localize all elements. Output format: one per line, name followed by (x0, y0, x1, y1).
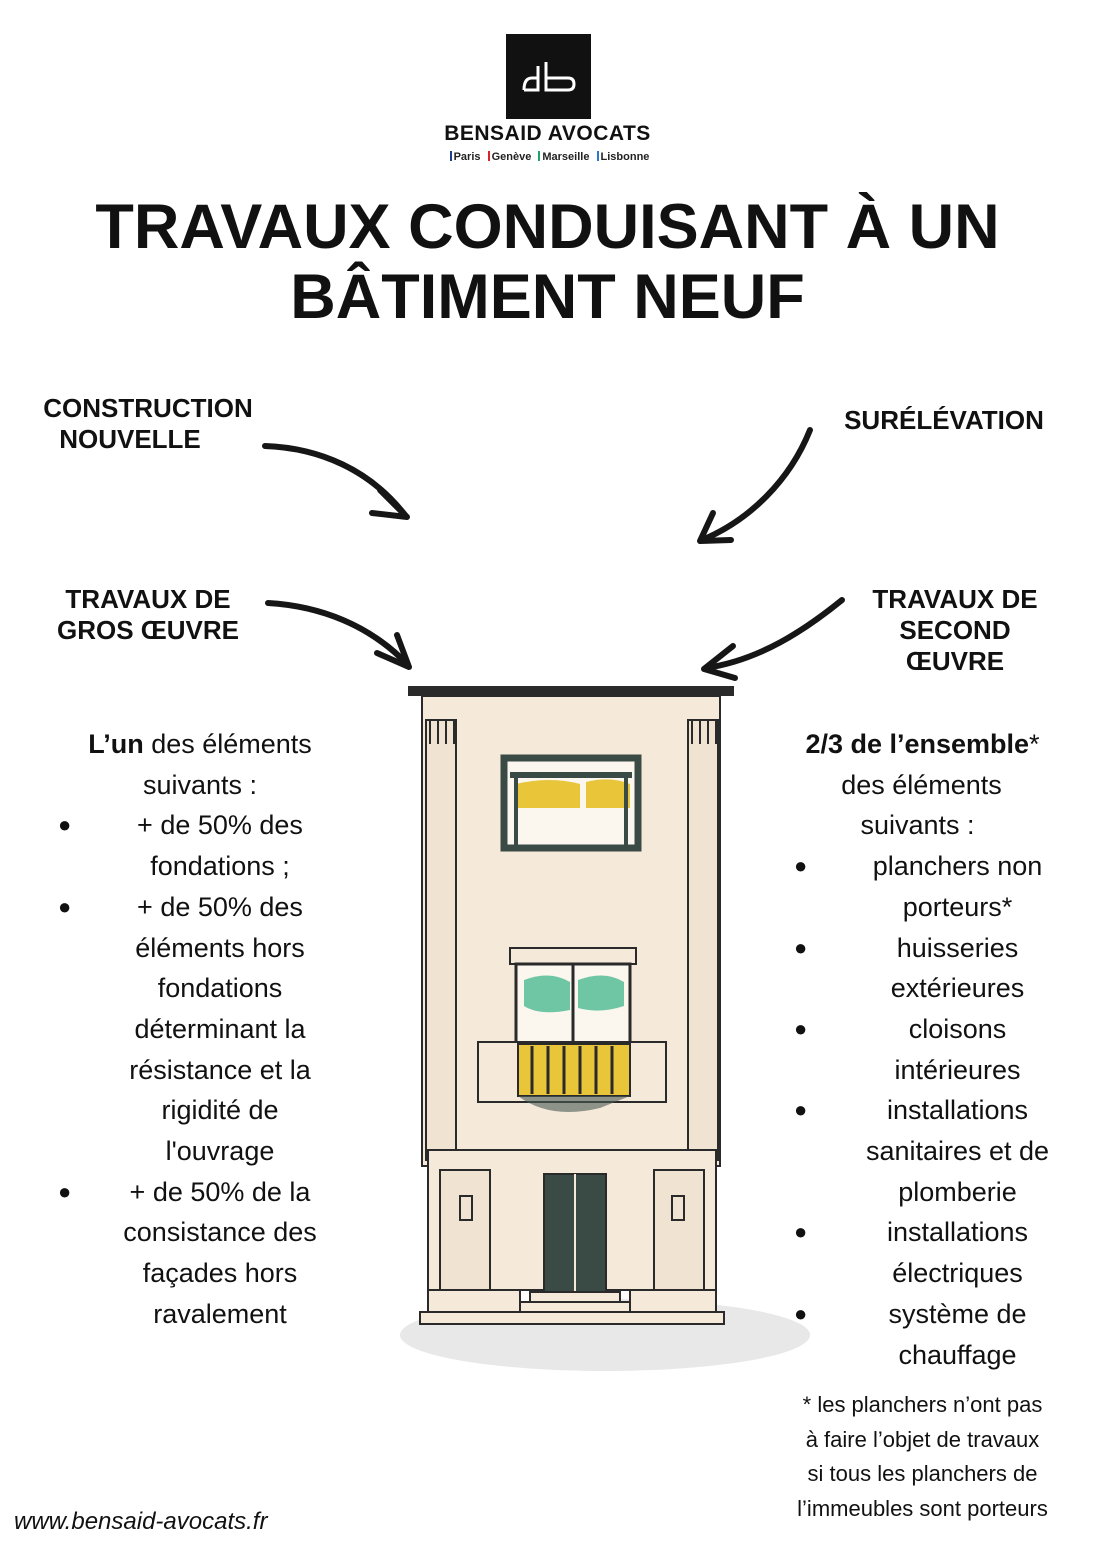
left-intro-line2: suivants : (142, 769, 258, 800)
city-lisbonne: Lisbonne (600, 151, 650, 163)
list-item (780, 846, 1065, 927)
left-intro-rest: des éléments (143, 729, 312, 759)
bullet-line: fondations (157, 973, 283, 1004)
building-illustration (400, 680, 810, 1380)
list-item (30, 805, 370, 886)
bullet-icon: ● (58, 893, 72, 919)
right-bullets (780, 846, 1065, 1375)
bullet-icon: ● (794, 1015, 808, 1041)
bullet-line: résistance et la (129, 1054, 311, 1085)
right-intro-star: * (1029, 729, 1040, 759)
bullet-line: fondations ; (150, 851, 290, 882)
right-intro-line3: suivants : (860, 810, 975, 841)
bullet-line: éléments hors (135, 932, 305, 963)
label-surelevation: SURÉLÉVATION (844, 405, 1044, 435)
arrows (0, 0, 1095, 720)
left-intro-bold: L’un (88, 729, 144, 759)
right-intro-line2: des éléments (841, 769, 1002, 800)
bullet-line: + de 50% de la (129, 1176, 311, 1207)
list-item (780, 1294, 1065, 1375)
city-marseille: Marseille (542, 151, 590, 163)
bullet-line: huisseries (896, 932, 1019, 963)
bullet-icon: ● (794, 934, 808, 960)
footnote-line: à faire l’objet de travaux (805, 1426, 1040, 1452)
bullet-line: + de 50% des (137, 891, 303, 922)
title-line-1: TRAVAUX CONDUISANT À UN (95, 192, 1000, 262)
bullet-line: l'ouvrage (165, 1136, 275, 1167)
arrow-icon (265, 446, 405, 515)
list-item (780, 1009, 1065, 1090)
bullet-icon: ● (794, 1219, 808, 1245)
list-item (780, 1212, 1065, 1293)
right-intro (780, 724, 1065, 765)
bullet-line: extérieures (890, 973, 1025, 1004)
bullet-icon: ● (58, 1178, 72, 1204)
title-line-2: BÂTIMENT NEUF (290, 262, 805, 332)
bullet-line: plomberie (898, 1176, 1017, 1207)
label-line: CONSTRUCTION (43, 393, 253, 423)
bullet-line: sanitaires et de (865, 1136, 1050, 1167)
arrow-icon (702, 430, 810, 540)
city-geneve: Genève (491, 151, 532, 163)
footnote-line: si tous les planchers de (807, 1461, 1038, 1486)
left-intro (30, 724, 370, 765)
bullet-line: planchers non (872, 851, 1043, 882)
right-intro-bold: 2/3 de l’ensemble (805, 729, 1030, 759)
bullet-line: ravalement (153, 1298, 287, 1329)
bullet-line: chauffage (898, 1339, 1017, 1370)
list-item (780, 928, 1065, 1009)
bullet-icon: ● (58, 812, 72, 838)
list-item (30, 887, 370, 1172)
footnote-line: l’immeubles sont porteurs (797, 1495, 1048, 1521)
bullet-line: rigidité de (161, 1095, 279, 1126)
bullet-line: système de (888, 1298, 1027, 1329)
bullet-line: consistance des (123, 1217, 317, 1248)
bullet-line: + de 50% des (137, 810, 303, 841)
label-line: NOUVELLE (59, 424, 201, 454)
label-line: ŒUVRE (905, 646, 1005, 676)
left-column (30, 724, 370, 1335)
bullet-line: installations (886, 1095, 1029, 1126)
arrow-icon (706, 600, 842, 668)
list-item (780, 1090, 1065, 1212)
label-line: SECOND (899, 615, 1011, 645)
bullet-line: cloisons (908, 1013, 1007, 1044)
brand-name: BENSAID AVOCATS (444, 122, 651, 145)
bullet-line: intérieures (894, 1054, 1021, 1085)
bullet-line: déterminant la (134, 1013, 306, 1044)
footnote-line: * les planchers n’ont pas (802, 1392, 1043, 1417)
bullet-line: façades hors (142, 1258, 298, 1289)
bullet-line: porteurs* (902, 891, 1013, 922)
list-item (30, 1172, 370, 1335)
label-line: TRAVAUX DE (872, 584, 1038, 614)
bullet-icon: ● (794, 1300, 808, 1326)
label-line: GROS ŒUVRE (56, 615, 240, 645)
right-column (780, 724, 1065, 1375)
bullet-line: électriques (892, 1258, 1023, 1289)
bullet-icon: ● (794, 853, 808, 879)
label-line: TRAVAUX DE (65, 584, 231, 614)
city-paris: Paris (453, 151, 481, 163)
bullet-icon: ● (794, 1097, 808, 1123)
left-bullets (30, 805, 370, 1334)
footnote (760, 1388, 1085, 1526)
bullet-line: installations (886, 1217, 1029, 1248)
website-link[interactable]: www.bensaid-avocats.fr (14, 1508, 268, 1535)
